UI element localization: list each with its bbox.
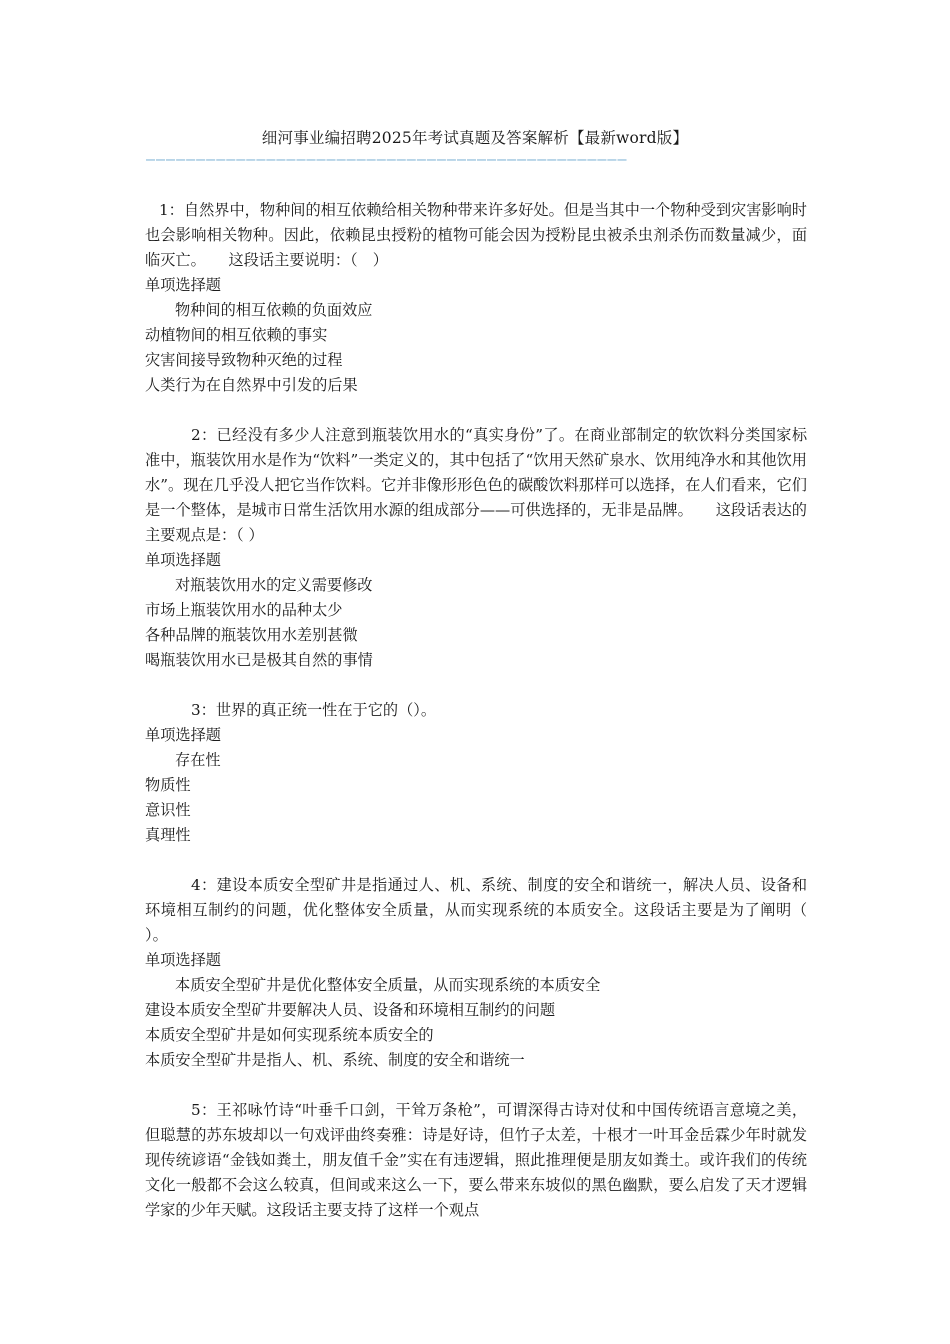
question-stem — [145, 423, 807, 548]
question-list — [145, 198, 807, 1223]
option-c[interactable]: 意识性 — [145, 801, 191, 819]
question-number: 5： — [191, 1101, 217, 1119]
option-d[interactable]: 人类行为在自然界中引发的后果 — [145, 376, 358, 394]
question-type: 单项选择题 — [145, 551, 221, 569]
question-type: 单项选择题 — [145, 951, 221, 969]
option-d[interactable]: 喝瓶装饮用水已是极其自然的事情 — [145, 651, 373, 669]
question-1 — [145, 198, 807, 398]
spacer — [145, 1073, 807, 1098]
question-2 — [145, 423, 807, 673]
question-number: 1： — [159, 201, 184, 219]
question-type: 单项选择题 — [145, 276, 221, 294]
title-divider: ———————————————————————————————————————————————— — [146, 150, 628, 166]
document-title: 细河事业编招聘2025年考试真题及答案解析【最新word版】 — [261, 129, 689, 147]
option-a[interactable]: 对瓶装饮用水的定义需要修改 — [175, 576, 373, 594]
question-stem — [145, 873, 807, 948]
spacer — [145, 673, 807, 698]
question-number: 2： — [191, 426, 217, 444]
option-a[interactable]: 物种间的相互依赖的负面效应 — [175, 301, 373, 319]
option-d[interactable]: 真理性 — [145, 826, 191, 844]
question-3 — [145, 698, 807, 848]
question-text: 世界的真正统一性在于它的（）。 — [215, 701, 437, 719]
option-a[interactable]: 本质安全型矿井是优化整体安全质量，从而实现系统的本质安全 — [175, 976, 601, 994]
option-a[interactable]: 存在性 — [175, 751, 221, 769]
option-b[interactable]: 市场上瓶装饮用水的品种太少 — [145, 601, 343, 619]
option-c[interactable]: 各种品牌的瓶装饮用水差别甚微 — [145, 626, 358, 644]
question-text: 自然界中，物种间的相互依赖给相关物种带来许多好处。但是当其中一个物种受到灾害影响时也会影响相关物种。因此，依赖昆虫授粉的植物可能会因为授粉昆虫被杀虫剂杀伤而数量减少，面临灭亡。 这段话主要说明：（ ） — [145, 201, 807, 269]
question-stem — [145, 698, 807, 723]
question-number: 3： — [191, 701, 216, 719]
question-5 — [145, 1098, 807, 1223]
question-stem — [145, 198, 807, 273]
spacer — [145, 398, 807, 423]
question-text: 王祁咏竹诗“叶垂千口剑，干耸万条枪”，可谓深得古诗对仗和中国传统语言意境之美，但聪慧的苏东坡却以一句戏评曲终奏雅：诗是好诗，但竹子太差，十根才一叶耳金岳霖少年时就发现传统谚语“金钱如粪土，朋友值千金”实在有违逻辑，照此推理便是朋友如粪土。或许我们的传统文化一般都不会这么较真，但间或来这么一下，要么带来东坡似的黑色幽默，要么启发了天才逻辑学家的少年天赋。这段话主要支持了这样一个观点 — [145, 1101, 808, 1219]
question-stem — [145, 1098, 807, 1223]
option-c[interactable]: 本质安全型矿井是如何实现系统本质安全的 — [145, 1026, 434, 1044]
option-b[interactable]: 建设本质安全型矿井要解决人员、设备和环境相互制约的问题 — [145, 1001, 556, 1019]
question-type: 单项选择题 — [145, 726, 221, 744]
spacer — [145, 848, 807, 873]
option-d[interactable]: 本质安全型矿井是指人、机、系统、制度的安全和谐统一 — [145, 1051, 525, 1069]
option-b[interactable]: 物质性 — [145, 776, 191, 794]
question-text: 建设本质安全型矿井是指通过人、机、系统、制度的安全和谐统一，解决人员、设备和环境相互制约的问题，优化整体安全质量，从而实现系统的本质安全。这段话主要是为了阐明（ ）。 — [145, 876, 807, 944]
option-c[interactable]: 灾害间接导致物种灭绝的过程 — [145, 351, 343, 369]
option-b[interactable]: 动植物间的相互依赖的事实 — [145, 326, 328, 344]
question-text: 已经没有多少人注意到瓶装饮用水的“真实身份”了。在商业部制定的软饮料分类国家标准中，瓶装饮用水是作为“饮料”一类定义的，其中包括了“饮用天然矿泉水、饮用纯净水和其他饮用水”。现在几乎没人把它当作饮料。它并非像形形色色的碳酸饮料那样可以选择，在人们看来，它们是一个整体，是城市日常生活饮用水源的组成部分——可供选择的，无非是品牌。 这段话表达的主要观点是：（ ） — [145, 426, 808, 544]
question-number: 4： — [191, 876, 217, 894]
question-4 — [145, 873, 807, 1073]
